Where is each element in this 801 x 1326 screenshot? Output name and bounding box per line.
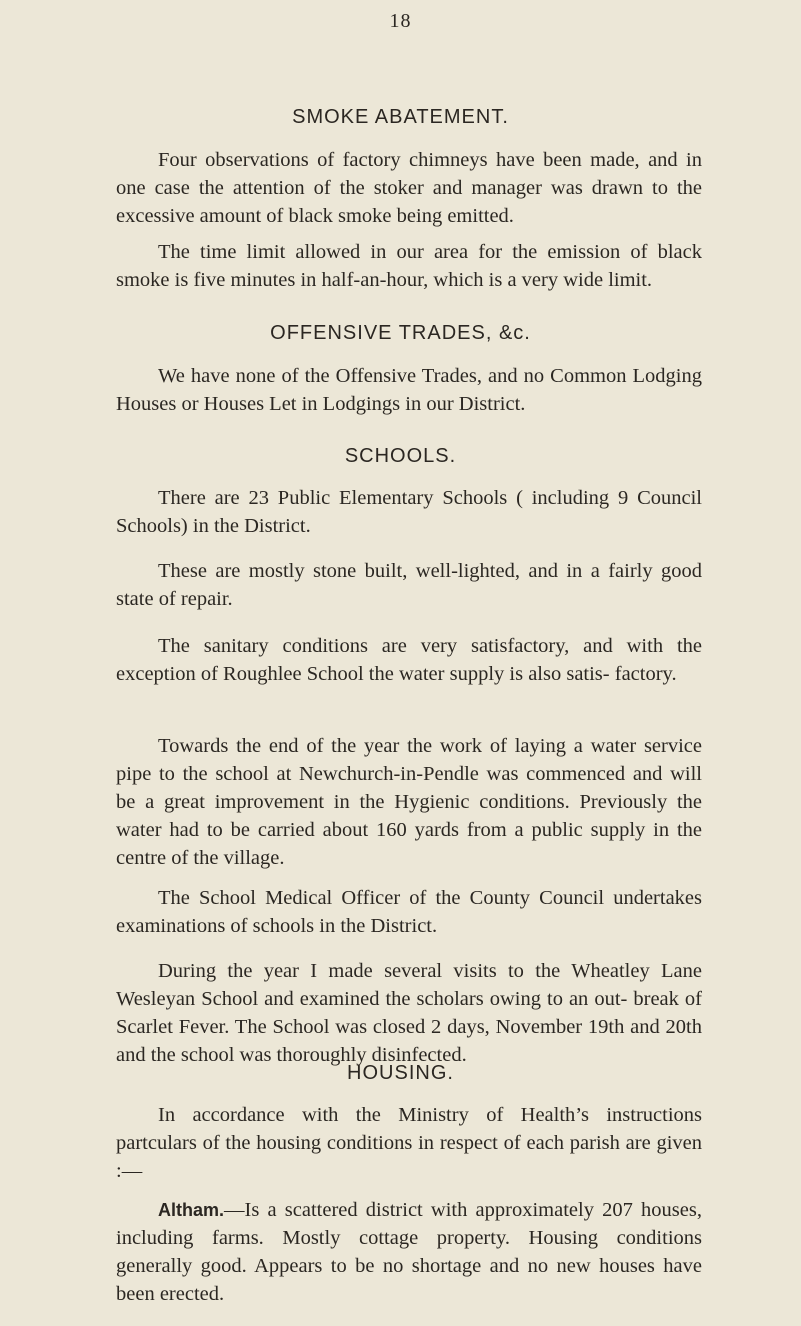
paragraph-offensive-trades: We have none of the Offensive Trades, and no Common Lodging Houses or Houses Let in Lodgings in our District.: [116, 365, 702, 415]
paragraph-schools-scarlet-fever: During the year I made several visits to the Wheatley Lane Wesleyan School and examined the scholars owing to an out- break of Scarlet Fever. The School was closed 2 days, November 19th and 20th and the school was thoroughly disinfected.: [116, 960, 702, 1066]
heading-smoke-abatement: SMOKE ABATEMENT.: [292, 106, 509, 128]
paragraph-housing-intro: In accordance with the Ministry of Health’s instructions partculars of the housing conditions in respect of each parish are given :—: [116, 1104, 702, 1182]
paragraph-smoke-time-limit: The time limit allowed in our area for the emission of black smoke is five minutes in half-an-hour, which is a very wide limit.: [116, 241, 702, 291]
heading-housing: HOUSING.: [347, 1062, 454, 1084]
paragraph-housing-altham: [116, 1196, 702, 1308]
heading-schools: SCHOOLS.: [344, 445, 457, 467]
altham-text: —Is a scattered district with approximately 207 houses, including farms. Mostly cottage property. Housing conditions generally good. Appears to be no shortage and no new houses have been erected.: [116, 1199, 702, 1305]
paragraph-schools-sanitary: The sanitary conditions are very satisfactory, and with the exception of Roughlee School the water supply is also satis- factory.: [116, 635, 702, 685]
paragraph-schools-medical-officer: The School Medical Officer of the County Council undertakes examinations of schools in the District.: [116, 887, 702, 937]
heading-offensive-trades: OFFENSIVE TRADES, &c.: [270, 322, 531, 344]
paragraph-schools-count: There are 23 Public Elementary Schools ( including 9 Council Schools) in the District.: [116, 487, 702, 537]
paragraph-schools-water-pipe: Towards the end of the year the work of laying a water service pipe to the school at Newchurch-in-Pendle was commenced and will be a great improvement in the Hygienic conditions. Previously the water had to be carried about 160 yards from a public supply in the centre of the village.: [116, 735, 702, 869]
paragraph-schools-buildings: These are mostly stone built, well-lighted, and in a fairly good state of repair.: [116, 560, 702, 610]
paragraph-smoke-observations: Four observations of factory chimneys have been made, and in one case the attention of the stoker and manager was drawn to the excessive amount of black smoke being emitted.: [116, 149, 702, 227]
page-number: 18: [389, 10, 412, 32]
altham-label: Altham.: [158, 1200, 225, 1220]
